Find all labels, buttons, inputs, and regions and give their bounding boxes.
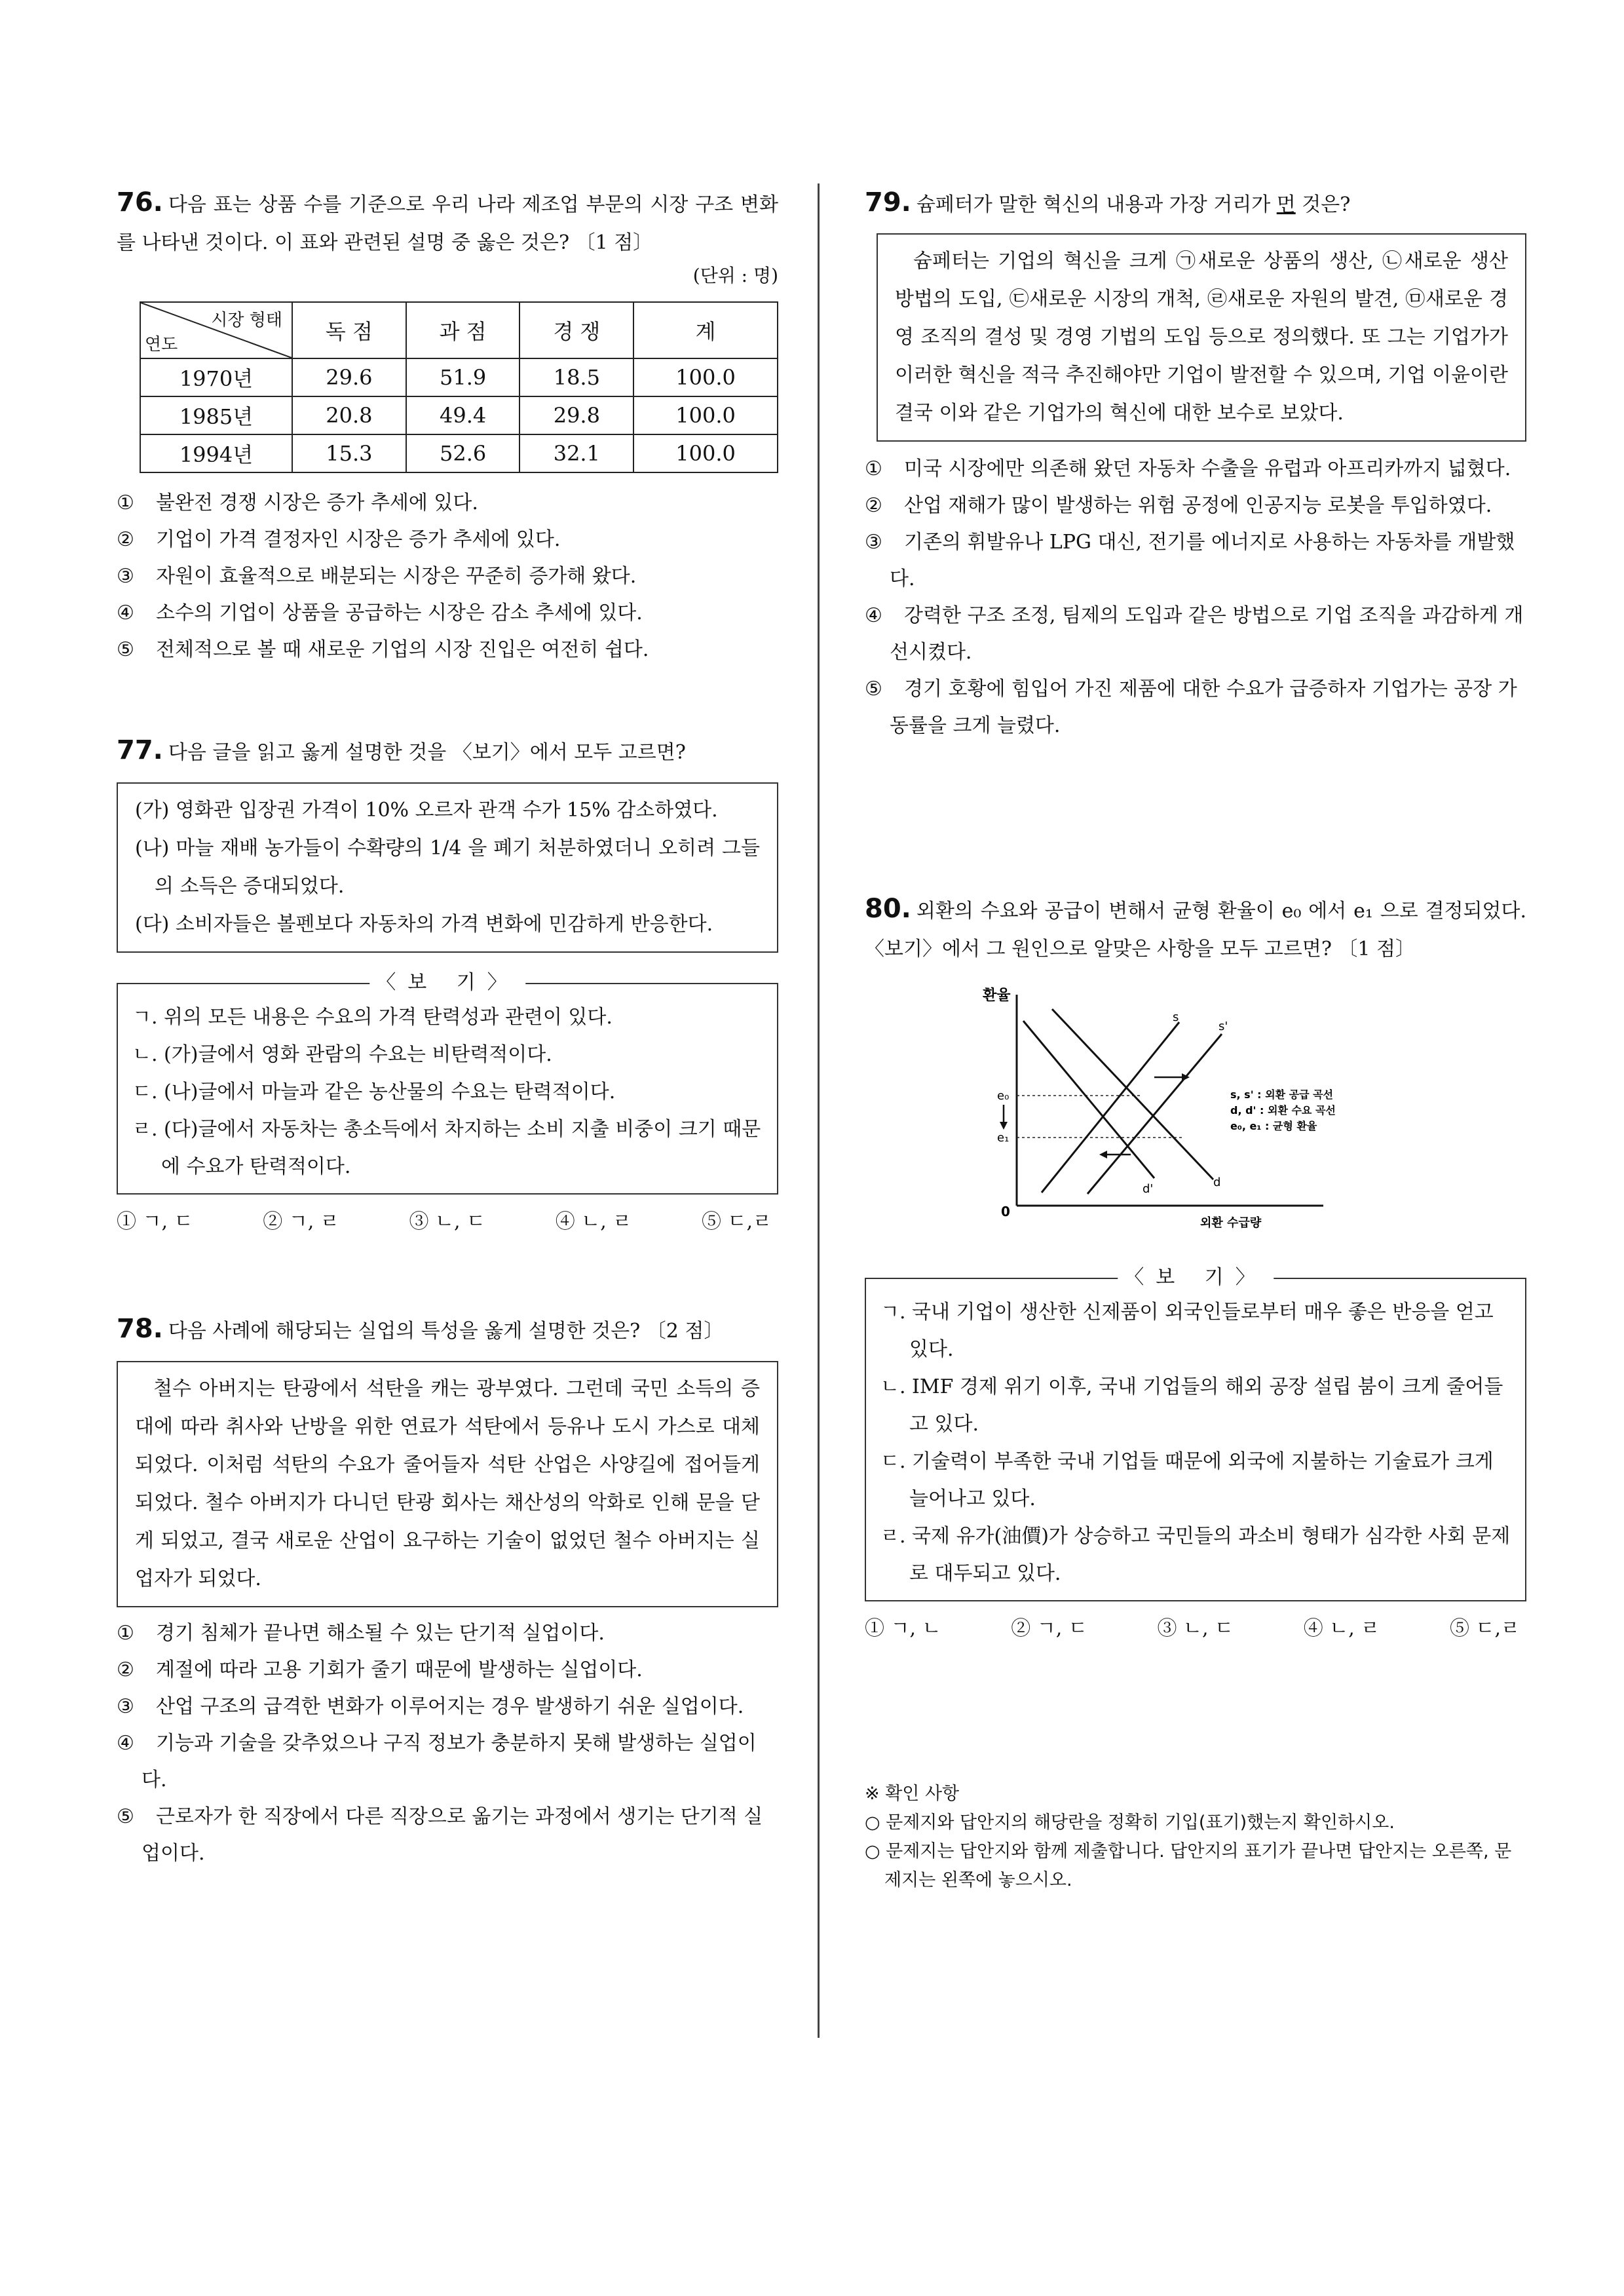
question-number: 80. xyxy=(865,894,911,924)
legend-item: e₀, e₁ : 균형 환율 xyxy=(1230,1120,1317,1132)
answer-option[interactable] xyxy=(865,524,1526,598)
left-column xyxy=(117,183,778,1872)
answer-option[interactable] xyxy=(117,522,778,558)
option-text: 기존의 휘발유나 LPG 대신, 전기를 에너지로 사용하는 자동차를 개발했다. xyxy=(890,531,1515,590)
notice-title: ※ 확인 사항 xyxy=(865,1784,960,1804)
answer-choice[interactable]: ③ ㄴ, ㄷ xyxy=(1157,1617,1234,1640)
passage-box: 철수 아버지는 탄광에서 석탄을 캐는 광부였다. 그런데 국민 소득의 증대에 따라 취사와 난방을 위한 연료가 석탄에서 등유나 도시 가스로 대체되었다. 이처럼 석탄의 수요가 줄어들자 석탄 산업은 사양길에 접어들게 되었다. 철수 아버지가 다니던 탄광 회사는 채산성의 악화로 인해 문을 닫게 되었고, 결국 새로운 산업이 요구하는 기술이 없었던 철수 아버지는 실업자가 되었다. xyxy=(117,1361,778,1607)
option-text: 기능과 기술을 갖추었으나 구직 정보가 충분하지 못해 발생하는 실업이다. xyxy=(142,1732,757,1791)
table-cell: 15.3 xyxy=(292,434,406,472)
x-axis-label: 외환 수급량 xyxy=(1200,1216,1262,1230)
option-text: 전체적으로 볼 때 새로운 기업의 시장 진입은 여전히 쉽다. xyxy=(156,638,649,661)
answer-choice[interactable]: ① ㄱ, ㄴ xyxy=(865,1617,941,1640)
option-number: ① xyxy=(865,457,882,480)
answer-choices xyxy=(865,1609,1520,1649)
table-header: 경 쟁 xyxy=(519,302,633,358)
table-header-row xyxy=(140,302,778,358)
bogi-box xyxy=(117,971,778,1195)
s-label: s xyxy=(1173,1010,1179,1024)
answer-option[interactable] xyxy=(117,1689,778,1725)
answer-choice[interactable]: ⑤ ㄷ,ㄹ xyxy=(1449,1617,1520,1640)
option-number: ② xyxy=(117,1658,134,1681)
option-number: ② xyxy=(865,494,882,517)
e0-label: e₀ xyxy=(997,1089,1010,1103)
table-cell: 20.8 xyxy=(292,396,406,434)
origin-label: 0 xyxy=(1001,1204,1010,1219)
answer-option[interactable] xyxy=(865,488,1526,524)
question-text: 다음 사례에 해당되는 실업의 특성을 옳게 설명한 것은? 〔2 점〕 xyxy=(168,1320,724,1343)
demand-curve-d xyxy=(1052,1009,1213,1179)
question-77 xyxy=(117,731,778,1242)
s-prime-label: s' xyxy=(1218,1020,1228,1033)
legend-item: s, s' : 외환 공급 곡선 xyxy=(1230,1088,1334,1101)
answer-choice[interactable]: ② ㄱ, ㄹ xyxy=(263,1210,339,1233)
option-number: ② xyxy=(117,528,134,551)
option-text: 산업 구조의 급격한 변화가 이루어지는 경우 발생하기 쉬운 실업이다. xyxy=(156,1695,744,1718)
question-80 xyxy=(865,890,1526,1649)
table-cell: 100.0 xyxy=(633,358,778,396)
answer-option[interactable] xyxy=(117,1652,778,1689)
passage-item: (다) 소비자들은 볼펜보다 자동차의 가격 변화에 민감하게 반응한다. xyxy=(135,913,713,936)
left-arrow-head-icon xyxy=(1099,1151,1107,1158)
answer-option[interactable] xyxy=(117,1799,778,1872)
corner-bottom-label: 연도 xyxy=(145,335,178,354)
question-number: 79. xyxy=(865,187,911,218)
legend-item: d, d' : 외환 수요 곡선 xyxy=(1230,1104,1336,1117)
corner-top-label: 시장 형태 xyxy=(211,311,282,330)
table-row xyxy=(140,396,778,434)
table-row xyxy=(140,434,778,472)
question-text-end: 것은? xyxy=(1295,193,1351,216)
table-cell: 1994년 xyxy=(140,434,292,472)
answer-option[interactable] xyxy=(117,485,778,522)
option-text: 자원이 효율적으로 배분되는 시장은 꾸준히 증가해 왔다. xyxy=(156,565,637,588)
check-notice xyxy=(865,1780,1526,1895)
answer-choice[interactable]: ① ㄱ, ㄷ xyxy=(117,1210,193,1233)
question-76-stem xyxy=(117,183,778,262)
question-text: 외환의 수요와 공급이 변해서 균형 환율이 e₀ 에서 e₁ 으로 결정되었다. 〈보기〉에서 그 원인으로 알맞은 사항을 모두 고르면? 〔1 점〕 xyxy=(865,900,1526,961)
table-header: 독 점 xyxy=(292,302,406,358)
answer-choice[interactable]: ⑤ ㄷ,ㄹ xyxy=(701,1210,772,1233)
notice-item: ○ 문제지는 답안지와 함께 제출합니다. 답안지의 표기가 끝나면 답안지는 오른쪽, 문제지는 왼쪽에 놓으시오. xyxy=(865,1841,1512,1890)
y-axis-label: 환율 xyxy=(983,987,1011,1004)
answer-option[interactable] xyxy=(865,598,1526,671)
demand-curve-d-prime xyxy=(1023,1021,1154,1178)
option-number: ③ xyxy=(117,565,134,588)
option-text: 계절에 따라 고용 기회가 줄기 때문에 발생하는 실업이다. xyxy=(156,1658,643,1681)
answer-choice[interactable]: ③ ㄴ, ㄷ xyxy=(409,1210,486,1233)
e1-label: e₁ xyxy=(997,1131,1010,1145)
notice-item: ○ 문제지와 답안지의 해당란을 정확히 기입(표기)했는지 확인하시오. xyxy=(865,1812,1395,1833)
table-cell: 52.6 xyxy=(406,434,520,472)
option-text: 산업 재해가 많이 발생하는 위험 공정에 인공지능 로봇을 투입하였다. xyxy=(904,494,1492,517)
option-number: ⑤ xyxy=(117,638,134,661)
answer-choice[interactable]: ④ ㄴ, ㄹ xyxy=(555,1210,632,1233)
answer-option[interactable] xyxy=(117,632,778,668)
option-number: ① xyxy=(117,1622,134,1645)
underlined-word: 먼 xyxy=(1276,193,1296,216)
answer-option[interactable] xyxy=(117,1725,778,1799)
question-76 xyxy=(117,183,778,668)
passage-item: (나) 마늘 재배 농가들이 수확량의 1/4 을 폐기 처분하였더니 오히려 그들의 소득은 증대되었다. xyxy=(135,837,760,898)
table-cell: 32.1 xyxy=(519,434,633,472)
right-column xyxy=(865,183,1526,1895)
question-80-stem xyxy=(865,890,1526,968)
table-cell: 1970년 xyxy=(140,358,292,396)
answer-option[interactable] xyxy=(117,558,778,595)
table-cell: 51.9 xyxy=(406,358,520,396)
bogi-item: ㄷ. 기술력이 부족한 국내 기업들 때문에 외국에 지불하는 기술료가 크게 늘어나고 있다. xyxy=(880,1450,1494,1510)
passage-box xyxy=(117,782,778,953)
answer-options xyxy=(865,451,1526,744)
exchange-rate-graph xyxy=(983,983,1441,1238)
table-cell: 100.0 xyxy=(633,396,778,434)
supply-curve-s-prime xyxy=(1087,1034,1222,1194)
answer-choices xyxy=(117,1202,772,1242)
option-number: ⑤ xyxy=(865,678,882,700)
option-text: 강력한 구조 조정, 팀제의 도입과 같은 방법으로 기업 조직을 과감하게 개선시켰다. xyxy=(890,604,1524,664)
table-cell: 29.6 xyxy=(292,358,406,396)
option-text: 불완전 경쟁 시장은 증가 추세에 있다. xyxy=(156,491,478,514)
bogi-item: ㄷ. (나)글에서 마늘과 같은 농산물의 수요는 탄력적이다. xyxy=(132,1081,616,1103)
bogi-item: ㄱ. 국내 기업이 생산한 신제품이 외국인들로부터 매우 좋은 반응을 얻고 있다. xyxy=(880,1301,1494,1361)
question-78-stem xyxy=(117,1310,778,1350)
question-text: 다음 글을 읽고 옳게 설명한 것을 〈보기〉에서 모두 고르면? xyxy=(168,741,686,764)
table-cell: 29.8 xyxy=(519,396,633,434)
table-corner-cell xyxy=(140,302,292,358)
question-number: 76. xyxy=(117,187,163,218)
bogi-title: 〈보 기〉 xyxy=(369,970,525,996)
question-text: 슘페터가 말한 혁신의 내용과 가장 거리가 xyxy=(916,193,1277,216)
option-number: ④ xyxy=(117,602,134,624)
question-79 xyxy=(865,183,1526,744)
question-77-stem xyxy=(117,731,778,772)
answer-option[interactable] xyxy=(865,671,1526,744)
table-header: 과 점 xyxy=(406,302,520,358)
bogi-item: ㄴ. (가)글에서 영화 관람의 수요는 비탄력적이다. xyxy=(132,1043,552,1066)
passage-item: (가) 영화관 입장권 가격이 10% 오르자 관객 수가 15% 감소하였다. xyxy=(135,799,718,822)
bogi-item: ㄹ. 국제 유가(油價)가 상승하고 국민들의 과소비 형태가 심각한 사회 문제로 대두되고 있다. xyxy=(880,1525,1511,1585)
question-78 xyxy=(117,1310,778,1872)
answer-option[interactable] xyxy=(865,451,1526,488)
answer-option[interactable] xyxy=(117,1615,778,1652)
option-number: ④ xyxy=(117,1732,134,1755)
d-prime-label: d' xyxy=(1142,1182,1154,1196)
answer-options xyxy=(117,1615,778,1872)
unit-label: (단위 : 명) xyxy=(692,265,778,286)
option-number: ① xyxy=(117,491,134,514)
table-cell: 1985년 xyxy=(140,396,292,434)
bogi-item: ㄴ. IMF 경제 위기 이후, 국내 기업들의 해외 공장 설립 붐이 크게 줄어들고 있다. xyxy=(880,1375,1503,1436)
table-cell: 49.4 xyxy=(406,396,520,434)
option-text: 경기 침체가 끝나면 해소될 수 있는 단기적 실업이다. xyxy=(156,1622,605,1645)
answer-choice[interactable]: ② ㄱ, ㄷ xyxy=(1011,1617,1087,1640)
option-number: ③ xyxy=(865,531,882,554)
option-number: ④ xyxy=(865,604,882,627)
column-divider xyxy=(818,183,820,2038)
option-text: 미국 시장에만 의존해 왔던 자동차 수출을 유럽과 아프리카까지 넓혔다. xyxy=(904,457,1511,480)
option-number: ⑤ xyxy=(117,1805,134,1828)
market-structure-table xyxy=(140,301,778,473)
table-header: 계 xyxy=(633,302,778,358)
question-number: 78. xyxy=(117,1314,163,1344)
answer-options xyxy=(117,485,778,668)
table-cell: 100.0 xyxy=(633,434,778,472)
table-cell: 18.5 xyxy=(519,358,633,396)
option-text: 소수의 기업이 상품을 공급하는 시장은 감소 추세에 있다. xyxy=(156,602,643,624)
bogi-item: ㄹ. (다)글에서 자동차는 총소득에서 차지하는 소비 지출 비중이 크기 때문에 수요가 탄력적이다. xyxy=(132,1118,761,1178)
question-79-stem xyxy=(865,183,1526,224)
bogi-box xyxy=(865,1266,1526,1601)
answer-choice[interactable]: ④ ㄴ, ㄹ xyxy=(1303,1617,1380,1640)
d-label: d xyxy=(1213,1176,1221,1189)
passage-box: 슘페터는 기업의 혁신을 크게 ㉠새로운 상품의 생산, ㉡새로운 생산 방법의 도입, ㉢새로운 시장의 개척, ㉣새로운 자원의 발견, ㉤새로운 경영 조직의 결성 및 경영 기법의 도입 등으로 정의했다. 또 그는 기업가가 이러한 혁신을 적극 추진해야만 기업이 발전할 수 있으며, 기업 이윤이란 결국 이와 같은 기업가의 혁신에 대한 보수로 보았다. xyxy=(877,233,1526,442)
option-number: ③ xyxy=(117,1695,134,1718)
down-arrow-head-icon xyxy=(1000,1122,1008,1130)
question-number: 77. xyxy=(117,735,163,765)
answer-option[interactable] xyxy=(117,595,778,632)
table-row xyxy=(140,358,778,396)
option-text: 경기 호황에 힘입어 가진 제품에 대한 수요가 급증하자 기업가는 공장 가동률을 크게 늘렸다. xyxy=(890,678,1517,737)
option-text: 기업이 가격 결정자인 시장은 증가 추세에 있다. xyxy=(156,528,561,551)
bogi-item: ㄱ. 위의 모든 내용은 수요의 가격 탄력성과 관련이 있다. xyxy=(132,1006,613,1029)
bogi-title: 〈보 기〉 xyxy=(1118,1265,1274,1291)
question-text: 다음 표는 상품 수를 기준으로 우리 나라 제조업 부문의 시장 구조 변화를 나타낸 것이다. 이 표와 관련된 설명 중 옳은 것은? 〔1 점〕 xyxy=(117,193,778,254)
option-text: 근로자가 한 직장에서 다른 직장으로 옮기는 과정에서 생기는 단기적 실업이다. xyxy=(142,1805,763,1865)
